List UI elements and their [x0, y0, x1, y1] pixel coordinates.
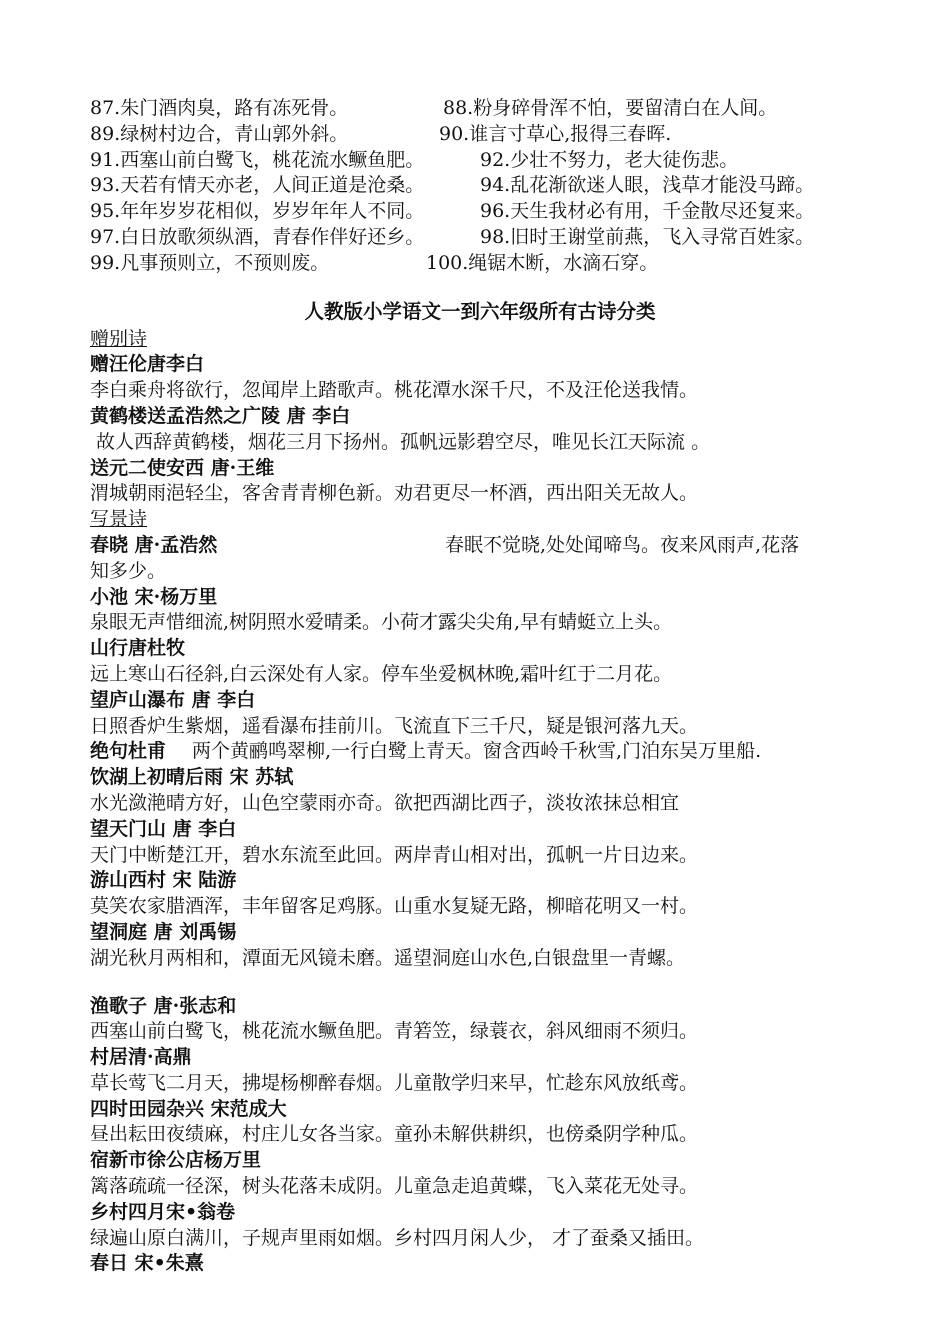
poem-text: 两个黄鹂鸣翠柳,一行白鹭上青天。窗含西岭千秋雪,门泊东吴万里船.	[192, 740, 762, 763]
poem-text: 绿遍山原白满川，子规声里雨如烟。乡村四月闲人少， 才了蚕桑又插田。	[90, 1226, 705, 1249]
saying-94: 94.乱花渐欲迷人眼，浅草才能没马蹄。	[480, 174, 815, 197]
poem-text: 莫笑农家腊酒浑，丰年留客足鸡豚。山重水复疑无路，柳暗花明又一村。	[90, 895, 699, 918]
poem-text: 日照香炉生紫烟，遥看瀑布挂前川。飞流直下三千尺，疑是银河落九天。	[90, 714, 699, 737]
saying-95: 95.年年岁岁花相似，岁岁年年人不同。	[90, 200, 425, 223]
saying-93: 93.天若有情天亦老，人间正道是沧桑。	[90, 174, 425, 197]
category-farewell: 赠别诗	[90, 327, 148, 350]
saying-89: 89.绿树村边合，青山郭外斜。	[90, 122, 349, 145]
poem-title: 山行唐杜牧	[90, 637, 186, 660]
section-title: 人教版小学语文一到六年级所有古诗分类	[304, 299, 656, 323]
sayings-row	[90, 251, 870, 277]
saying-99: 99.凡事预则立，不预则废。	[90, 251, 330, 274]
poem-title: 小池 宋·杨万里	[90, 585, 218, 608]
poem-text: 天门中断楚江开，碧水东流至此回。两岸青山相对出，孤帆一片日边来。	[90, 843, 699, 866]
saying-87: 87.朱门酒肉臭，路有冻死骨。	[90, 97, 349, 119]
poem-title: 黄鹤楼送孟浩然之广陵 唐 李白	[90, 404, 351, 427]
poem-title: 春晓 唐·孟浩然	[90, 533, 218, 556]
poem-title: 绝句杜甫	[90, 740, 167, 763]
poem-text-continued: 知多少。	[90, 559, 167, 582]
sayings-row	[90, 122, 870, 148]
sayings-row	[90, 199, 870, 225]
saying-92: 92.少壮不努力，老大徒伤悲。	[480, 148, 739, 171]
poem-title: 四时田园杂兴 宋范成大	[90, 1097, 287, 1120]
sayings-row	[90, 225, 870, 251]
saying-100: 100.绳锯木断，水滴石穿。	[426, 251, 659, 274]
poem-text: 远上寒山石径斜,白云深处有人家。停车坐爱枫林晚,霜叶红于二月花。	[90, 662, 673, 685]
sayings-list	[90, 96, 870, 277]
poem-title: 饮湖上初晴后雨 宋 苏轼	[90, 766, 294, 789]
poem-title: 送元二使安西 唐·王维	[90, 456, 275, 479]
poem-title: 游山西村 宋 陆游	[90, 869, 237, 892]
poem-text: 水光潋滟晴方好，山色空蒙雨亦奇。欲把西湖比西子，淡妆浓抹总相宜	[90, 791, 680, 814]
saying-96: 96.天生我材必有用，千金散尽还复来。	[480, 200, 815, 223]
poem-text: 故人西辞黄鹤楼，烟花三月下扬州。孤帆远影碧空尽，唯见长江天际流 。	[90, 430, 711, 453]
poem-title: 村居清·高鼎	[90, 1046, 192, 1069]
poem-text: 李白乘舟将欲行，忽闻岸上踏歌声。桃花潭水深千尺，不及汪伦送我情。	[90, 379, 699, 402]
poem-text: 泉眼无声惜细流,树阴照水爱晴柔。小荷才露尖尖角,早有蜻蜓立上头。	[90, 611, 673, 634]
saying-88: 88.粉身碎骨浑不怕，要留清白在人间。	[443, 97, 778, 119]
chunxiao-line	[90, 533, 870, 559]
category-scenery: 写景诗	[90, 508, 148, 531]
poem-title: 春日 宋•朱熹	[90, 1252, 204, 1275]
document-page	[90, 96, 870, 1277]
poem-text: 昼出耘田夜绩麻，村庄儿女各当家。童孙未解供耕织，也傍桑阴学种瓜。	[90, 1123, 699, 1146]
poem-text: 湖光秋月两相和，潭面无风镜未磨。遥望洞庭山水色,白银盘里一青螺。	[90, 946, 686, 969]
poem-title: 赠汪伦唐李白	[90, 353, 205, 376]
sayings-row	[90, 96, 870, 122]
poem-title: 望庐山瀑布 唐 李白	[90, 688, 256, 711]
poem-title: 望洞庭 唐 刘禹锡	[90, 920, 237, 943]
poem-title: 宿新市徐公店杨万里	[90, 1149, 262, 1172]
poem-text: 草长莺飞二月天，拂堤杨柳醉春烟。儿童散学归来早，忙趁东风放纸鸢。	[90, 1071, 699, 1094]
poem-text: 渭城朝雨浥轻尘，客舍青青柳色新。劝君更尽一杯酒，西出阳关无故人。	[90, 482, 699, 505]
saying-97: 97.白日放歌须纵酒，青春作伴好还乡。	[90, 225, 425, 248]
poem-text: 篱落疏疏一径深，树头花落未成阴。儿童急走追黄蝶，飞入菜花无处寻。	[90, 1175, 699, 1198]
saying-91: 91.西塞山前白鹭飞，桃花流水鳜鱼肥。	[90, 148, 425, 171]
sayings-row	[90, 173, 870, 199]
sayings-row	[90, 148, 870, 174]
poem-text: 春眠不觉晓,处处闻啼鸟。夜来风雨声,花落	[445, 533, 800, 556]
poem-title: 乡村四月宋•翁卷	[90, 1200, 236, 1223]
poem-text: 西塞山前白鹭飞，桃花流水鳜鱼肥。青箬笠，绿蓑衣，斜风细雨不须归。	[90, 1020, 699, 1043]
poem-title: 望天门山 唐 李白	[90, 817, 237, 840]
jueju-line	[90, 739, 870, 765]
saying-90: 90.谁言寸草心,报得三春晖.	[439, 122, 672, 145]
saying-98: 98.旧时王谢堂前燕，飞入寻常百姓家。	[480, 225, 815, 248]
poem-title: 渔歌子 唐·张志和	[90, 994, 237, 1017]
